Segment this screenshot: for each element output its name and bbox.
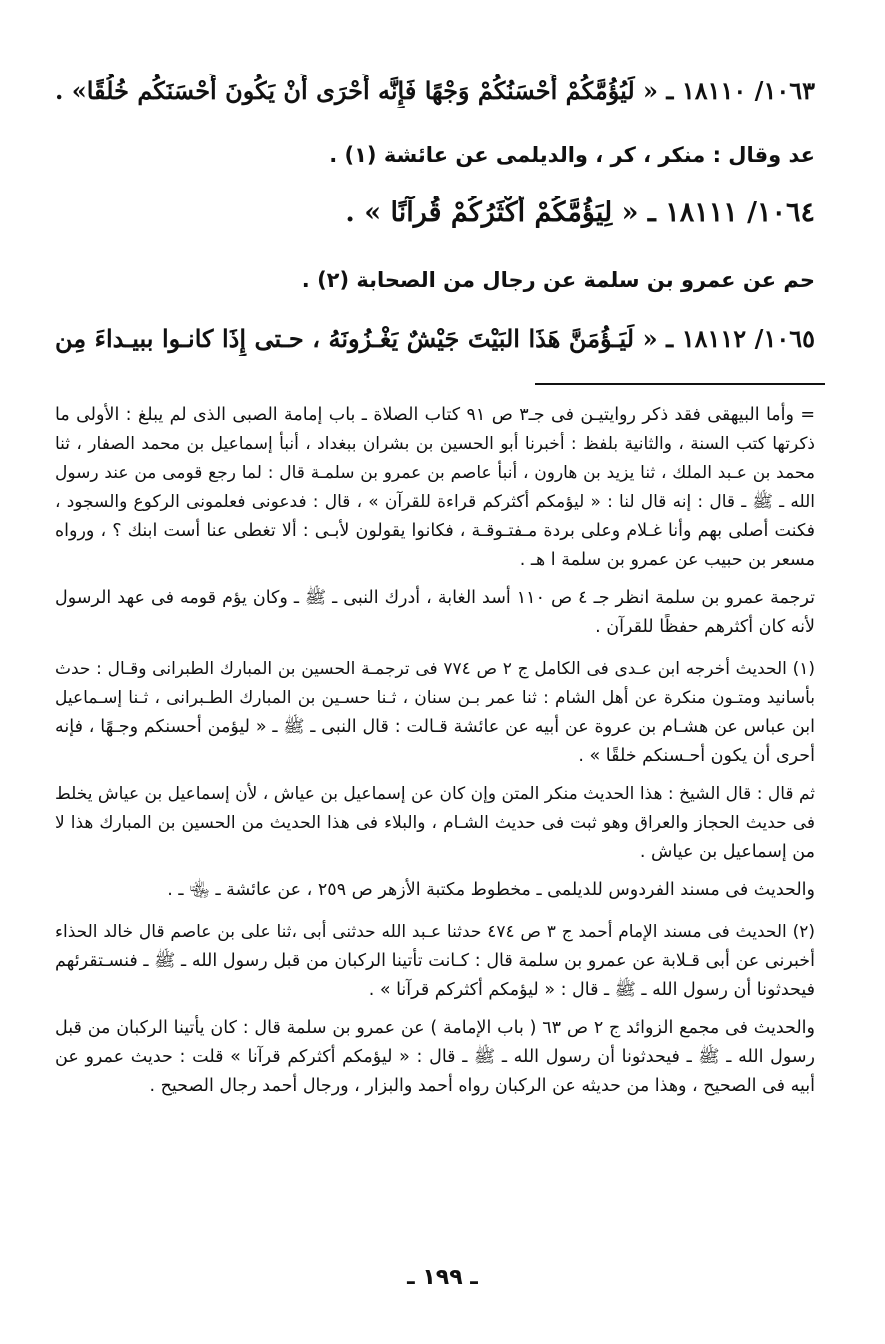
footnote-2-line: رسول الله ـ ﷺ ـ فيحدثونا أن رسول الله ـ ﷺ ـ قال : « ليؤمكم أكثركم قرآنا » قلت : حديث عمرو عن — [55, 1047, 815, 1067]
footnote-line: لأنه كان أكثرهم حفظًا للقرآن . — [595, 617, 815, 637]
footnote-2-line: (٢) الحديث فى مسند الإمام أحمد ج ٣ ص ٤٧٤ حدثنا عـبد الله حدثنى أبى ،ثنا على بن عاصم قال خالد الحذاء — [55, 922, 815, 942]
page-number: ـ ١٩٩ ـ — [407, 1265, 478, 1290]
footnote-1-line: فى حديث الحجاز والعراق وهو ثبت فى حديث الشـام ، والبلاء فى هذا الحديث من الحسين بن المبارك هذا لا — [55, 813, 815, 833]
footnote-line: مسعر بن حبيب عن عمرو بن سلمة ا هـ . — [519, 550, 815, 570]
footnote-2-line: أخبرنى عن أبى قـلابة عن عمرو بن سلمة قال : كـانت تأتينا الركبان من قبل رسول الله ـ ﷺ ـ فنسـتقرئهم — [55, 951, 815, 971]
footnote-line: = وأما البيهقى فقد ذكر روايتيـن فى جـ٣ ص ٩١ كتاب الصلاة ـ باب إمامة الصبى الذى لم يبلغ : الأولى ما — [55, 405, 815, 425]
hadith-1065: ١٠٦٥/ ١٨١١٢ ـ « لَيَـؤُمَنَّ هَذَا البَيْتَ جَيْشٌ يَغْـزُونَهُ ، حـتى إِذَا كانـوا ببيـداءَ مِن — [55, 324, 815, 353]
hadith-1064-source: حم عن عمرو بن سلمة عن رجال من الصحابة (٢) . — [301, 268, 815, 292]
footnote-1-line: ثم قال : قال الشيخ : هذا الحديث منكر المتن وإن كان عن إسماعيل بن عياش ، لأن إسماعيل بن عياش يخلط — [55, 784, 815, 804]
footnote-1-line: (١) الحديث أخرجه ابن عـدى فى الكامل ج ٢ ص ٧٧٤ فى ترجمـة الحسين بن المبارك الطبرانى وقـال : حدث — [55, 659, 815, 679]
footnote-2-line: أبيه فى الصحيح ، وهذا من حديثه عن الركبان رواه أحمد والبزار ، ورجال أحمد رجال الصحيح . — [149, 1076, 815, 1096]
footnote-separator — [535, 383, 825, 385]
footnote-2-line: والحديث فى مجمع الزوائد ج ٢ ص ٦٣ ( باب الإمامة ) عن عمرو بن سلمة قال : كان يأتينا الركبان من قبل — [55, 1018, 815, 1038]
footnote-2-line: فيحدثونا أن رسول الله ـ ﷺ ـ قال : « ليؤمكم أكثركم قرآنا » . — [368, 980, 815, 1000]
footnote-1-line: أحرى أن يكون أحـسنكم خلقًا » . — [578, 746, 815, 766]
footnote-line: فكنت أصلى بهم وأنا غـلام وعلى بردة مـفتـوقـة ، فكانوا يقولون لأبـى : ألا تغطى عنا أست ابنك ؟ ، ورواه — [55, 521, 815, 541]
footnote-line: ذكرتها كتب السنة ، والثانية بلفظ : أخبرنا أبو الحسين بن بشران ببغداد ، أنبأ إسماعيل بن محمد الصفار ، ثنا — [55, 434, 815, 454]
footnote-1-line: بأسانيد ومتـون منكرة عن أهل الشام : ثنا عمر بـن سنان ، ثـنا حسـين بن المبارك الطـبرانى ، ثـنا إسـماعيل — [55, 688, 815, 708]
hadith-1064: ١٠٦٤/ ١٨١١١ ـ « لِيَؤُمَّكُمْ أَكْثَرُكُمْ قُرآنًا » . — [345, 197, 815, 228]
footnote-line: الله ـ ﷺ ـ قال : إنه قال لنا : « ليؤمكم أكثركم قراءة للقرآن » ، قال : فدعونى فعلمونى الركوع والسجود ، — [55, 492, 815, 512]
footnote-1-line: من إسماعيل بن عياش . — [639, 842, 815, 862]
footnote-1-line: ابن عباس عن هشـام بن عروة عن أبيه عن عائشة قـالت : قال النبى ـ ﷺ ـ « ليؤمن أحسنكم وجـهًا ، فإنه — [55, 717, 815, 737]
footnote-line: ترجمة عمرو بن سلمة انظر جـ ٤ ص ١١٠ أسد الغابة ، أدرك النبى ـ ﷺ ـ وكان يؤم قومه فى عهد الرسول — [55, 588, 815, 608]
hadith-1063-source: عد وقال : منكر ، كر ، والديلمى عن عائشة (١) . — [329, 143, 815, 167]
hadith-1063: ١٠٦٣/ ١٨١١٠ ـ « لَيُؤُمَّكُمْ أَحْسَنُكُمْ وَجْهًا فَإِنَّه أَحْرَى أَنْ يَكُونَ أَحْسَنَكُم خُلُقًا» . — [55, 76, 815, 105]
footnote-line: محمد بن عـبد الملك ، ثنا يزيد بن هارون ، أنبأ عاصم بن عمرو بن سلمـة قال : لما رجع قومى من عند رسول — [55, 463, 815, 483]
footnote-1-line: والحديث فى مسند الفردوس للديلمى ـ مخطوط مكتبة الأزهر ص ٢٥٩ ، عن عائشة ـ ﵄ ـ . — [167, 880, 815, 900]
